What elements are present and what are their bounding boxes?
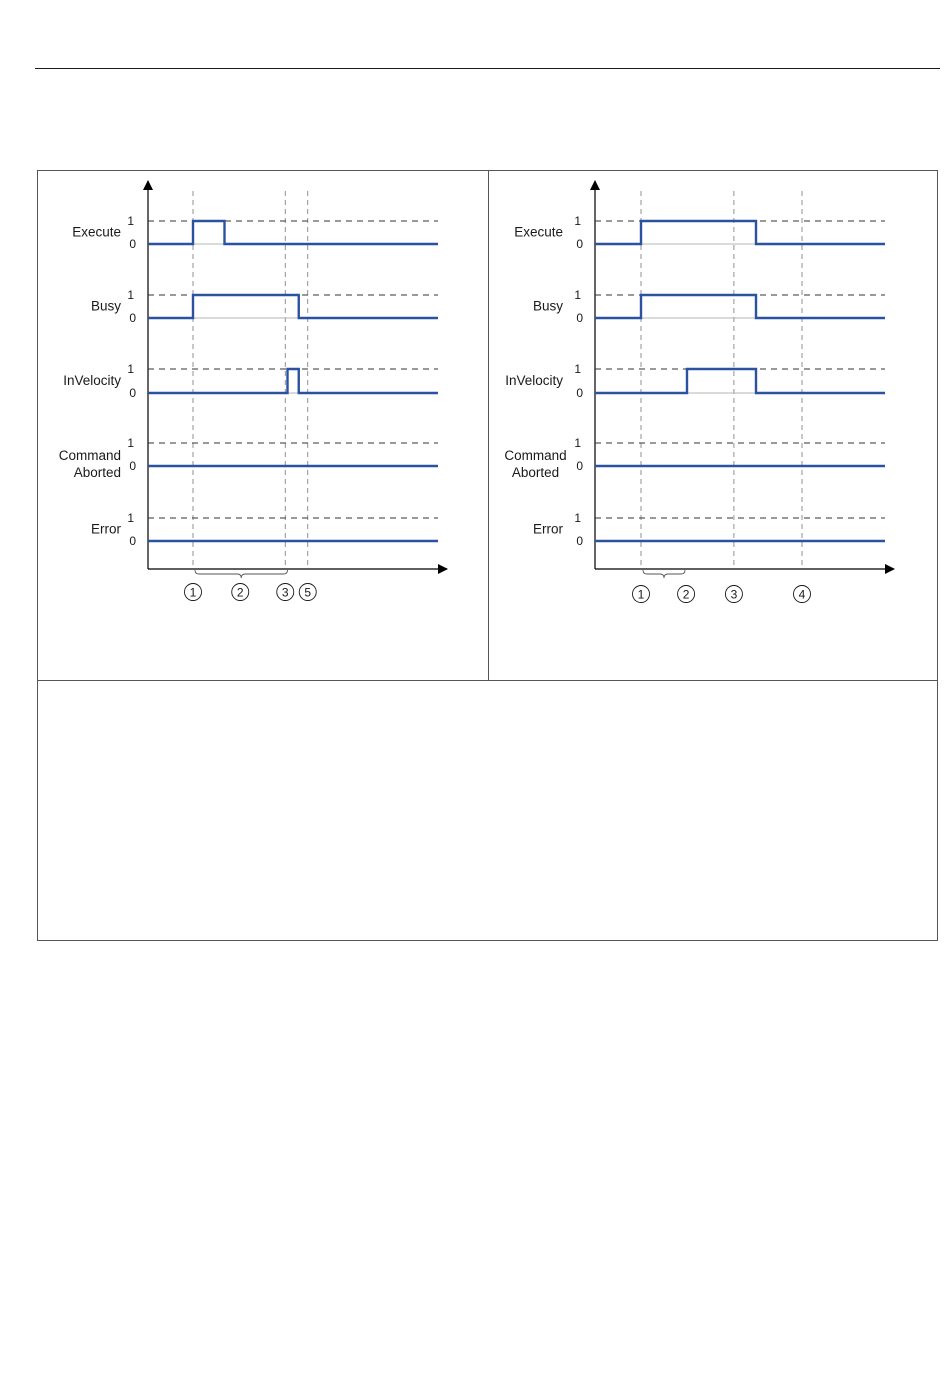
signal-row-execute bbox=[514, 214, 885, 251]
level-high-label: 1 bbox=[127, 436, 134, 450]
level-high-label: 1 bbox=[574, 436, 581, 450]
event-marker-3 bbox=[725, 586, 742, 603]
signal-row-command_aborted bbox=[504, 436, 885, 480]
signal-row-error bbox=[533, 511, 885, 548]
signal-label-line: Error bbox=[91, 521, 121, 537]
event-marker-number: 2 bbox=[682, 587, 690, 602]
signal-label-invelocity bbox=[63, 373, 121, 388]
level-high-label: 1 bbox=[574, 214, 581, 228]
signal-invelocity-waveform bbox=[595, 369, 885, 393]
level-low-label: 0 bbox=[576, 534, 583, 548]
level-low-label: 0 bbox=[129, 237, 136, 251]
signal-busy-waveform bbox=[595, 295, 885, 318]
signal-label-line: Aborted bbox=[511, 465, 560, 480]
level-low-label: 0 bbox=[129, 386, 136, 400]
level-high-label: 1 bbox=[127, 362, 134, 376]
duration-brace bbox=[643, 570, 685, 578]
signal-label-line: Aborted bbox=[73, 465, 121, 480]
level-high-label: 1 bbox=[574, 511, 581, 525]
signal-row-busy bbox=[91, 288, 438, 325]
event-marker-1 bbox=[633, 586, 650, 603]
signal-label-command_aborted bbox=[59, 448, 121, 480]
duration-brace bbox=[195, 570, 288, 578]
level-low-label: 0 bbox=[129, 459, 136, 473]
signal-label-invelocity bbox=[505, 373, 563, 388]
signal-row-invelocity bbox=[63, 362, 438, 400]
level-high-label: 1 bbox=[574, 288, 581, 302]
level-low-label: 0 bbox=[576, 459, 583, 473]
event-marker-5 bbox=[299, 584, 316, 601]
signal-row-busy bbox=[533, 288, 885, 325]
signal-label-busy bbox=[91, 299, 121, 314]
signal-label-line: Execute bbox=[72, 224, 121, 240]
event-marker-number: 1 bbox=[637, 587, 645, 602]
event-marker-3 bbox=[277, 584, 294, 601]
event-marker-number: 1 bbox=[189, 585, 197, 600]
level-high-label: 1 bbox=[127, 288, 134, 302]
signal-label-command_aborted bbox=[504, 448, 566, 480]
event-marker-1 bbox=[185, 584, 202, 601]
event-marker-4 bbox=[794, 586, 811, 603]
signal-row-invelocity bbox=[505, 362, 885, 400]
signal-row-error bbox=[91, 511, 438, 548]
signal-label-execute bbox=[72, 225, 121, 240]
figure-frame bbox=[38, 171, 938, 941]
level-low-label: 0 bbox=[129, 311, 136, 325]
signal-busy-waveform bbox=[148, 295, 438, 318]
event-marker-number: 4 bbox=[798, 587, 806, 602]
timing-panel-left bbox=[59, 181, 447, 601]
event-marker-2 bbox=[232, 584, 249, 601]
signal-execute-waveform bbox=[148, 221, 438, 244]
event-marker-number: 3 bbox=[730, 587, 738, 602]
signal-label-error bbox=[533, 522, 564, 537]
timing-panel-right bbox=[504, 181, 894, 603]
level-low-label: 0 bbox=[576, 311, 583, 325]
signal-label-line: Command bbox=[58, 448, 121, 463]
event-marker-number: 2 bbox=[236, 585, 244, 600]
signal-row-command_aborted bbox=[59, 436, 438, 480]
level-high-label: 1 bbox=[127, 511, 134, 525]
frame-outer bbox=[38, 171, 938, 941]
signal-label-error bbox=[91, 522, 122, 537]
signal-label-line: Execute bbox=[514, 224, 563, 240]
signal-label-line: Error bbox=[533, 521, 563, 537]
level-high-label: 1 bbox=[574, 362, 581, 376]
signal-row-execute bbox=[72, 214, 438, 251]
event-marker-number: 5 bbox=[304, 585, 312, 600]
event-marker-number: 3 bbox=[281, 585, 289, 600]
signal-invelocity-waveform bbox=[148, 369, 438, 393]
signal-execute-waveform bbox=[595, 221, 885, 244]
signal-label-busy bbox=[533, 299, 563, 314]
signal-label-execute bbox=[514, 225, 563, 240]
signal-label-line: InVelocity bbox=[63, 373, 121, 388]
signal-label-line: Busy bbox=[90, 298, 121, 314]
signal-label-line: Command bbox=[504, 448, 567, 463]
level-high-label: 1 bbox=[127, 214, 134, 228]
level-low-label: 0 bbox=[576, 386, 583, 400]
signal-label-line: Busy bbox=[532, 298, 563, 314]
level-low-label: 0 bbox=[129, 534, 136, 548]
level-low-label: 0 bbox=[576, 237, 583, 251]
signal-label-line: InVelocity bbox=[505, 373, 563, 388]
event-marker-2 bbox=[678, 586, 695, 603]
